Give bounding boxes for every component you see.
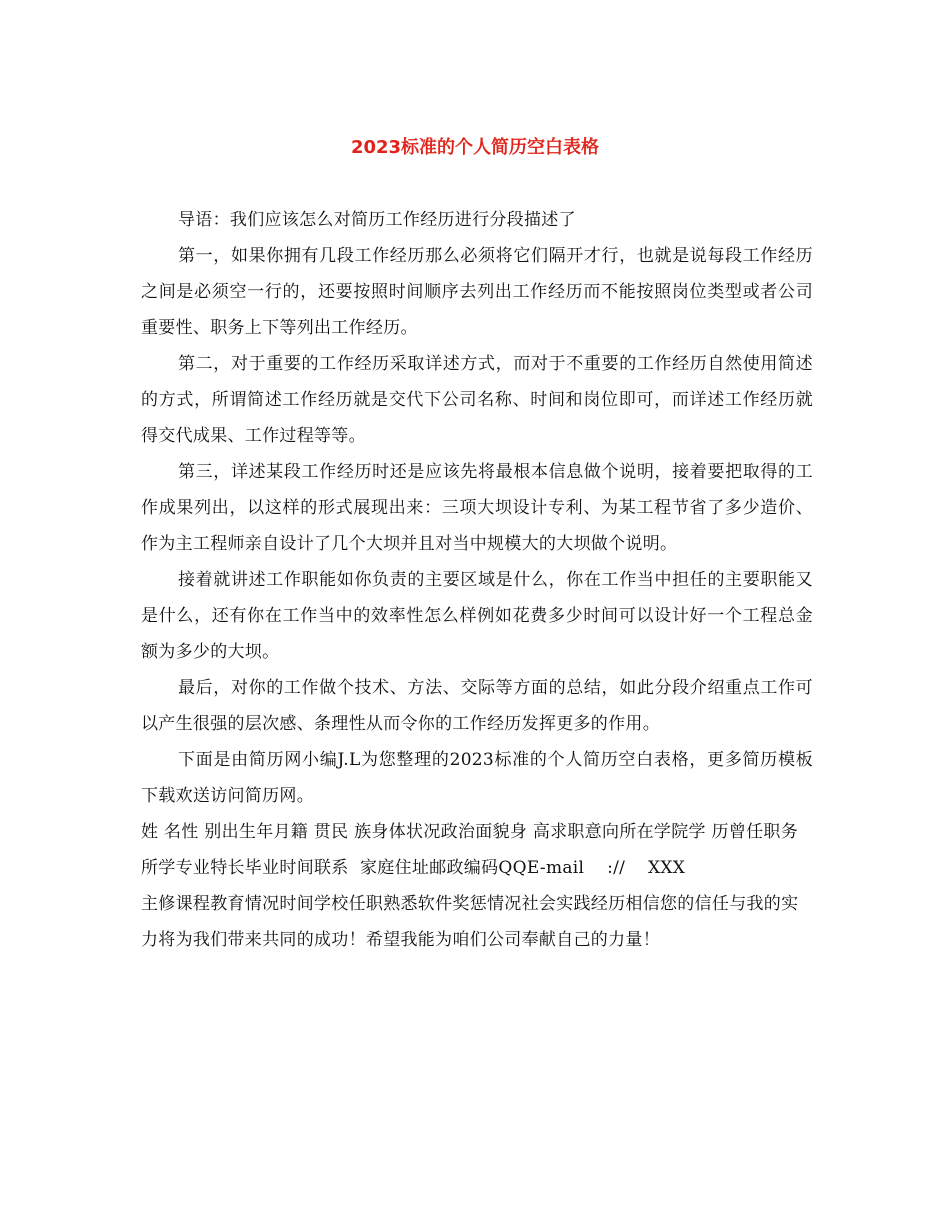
paragraph-third: 第三，详述某段工作经历时还是应该先将最根本信息做个说明，接着要把取得的工作成果列出，以这样的形式展现出来：三项大坝设计专利、为某工程节省了多少造价、作为主工程师亲自设计了几个大坝并且对当中规模大的大坝做个说明。 — [141, 462, 813, 554]
paragraph-template-note: 下面是由简历网小编J.L为您整理的2023标准的个人简历空白表格，更多简历模板下载欢送访问简历网。 — [141, 750, 813, 806]
paragraph-intro: 导语：我们应该怎么对简历工作经历进行分段描述了 — [178, 210, 576, 230]
paragraph-second: 第二，对于重要的工作经历采取详述方式，而对于不重要的工作经历自然使用简述的方式，所谓简述工作经历就是交代下公司名称、时间和岗位即可，而详述工作经历就得交代成果、工作过程等等。 — [141, 354, 813, 446]
document-title: 2023标准的个人简历空白表格 — [350, 137, 600, 158]
document-body — [141, 202, 813, 958]
paragraph-duties: 接着就讲述工作职能如你负责的主要区域是什么，你在工作当中担任的主要职能又是什么，还有你在工作当中的效率性怎么样例如花费多少时间可以设计好一个工程总金额为多少的大坝。 — [141, 570, 813, 662]
paragraph-first: 第一，如果你拥有几段工作经历那么必须将它们隔开才行，也就是说每段工作经历之间是必须空一行的，还要按照时间顺序去列出工作经历而不能按照岗位类型或者公司重要性、职务上下等列出工作经历。 — [141, 246, 813, 338]
resume-table-text: 姓 名性 别出生年月籍 贯民 族身体状况政治面貌身 高求职意向所在学院学 历曾任职务所学专业特长毕业时间联系 家庭住址邮政编码QQE-mail :// XXX 主修课程教育情况时间学校任职熟悉软件奖惩情况社会实践经历相信您的信任与我的实力将为我们带来共同的成功！希望我能为咱们公司奉献自己的力量！ — [141, 822, 799, 950]
paragraph-finally: 最后，对你的工作做个技术、方法、交际等方面的总结，如此分段介绍重点工作可以产生很强的层次感、条理性从而令你的工作经历发挥更多的作用。 — [141, 678, 813, 734]
